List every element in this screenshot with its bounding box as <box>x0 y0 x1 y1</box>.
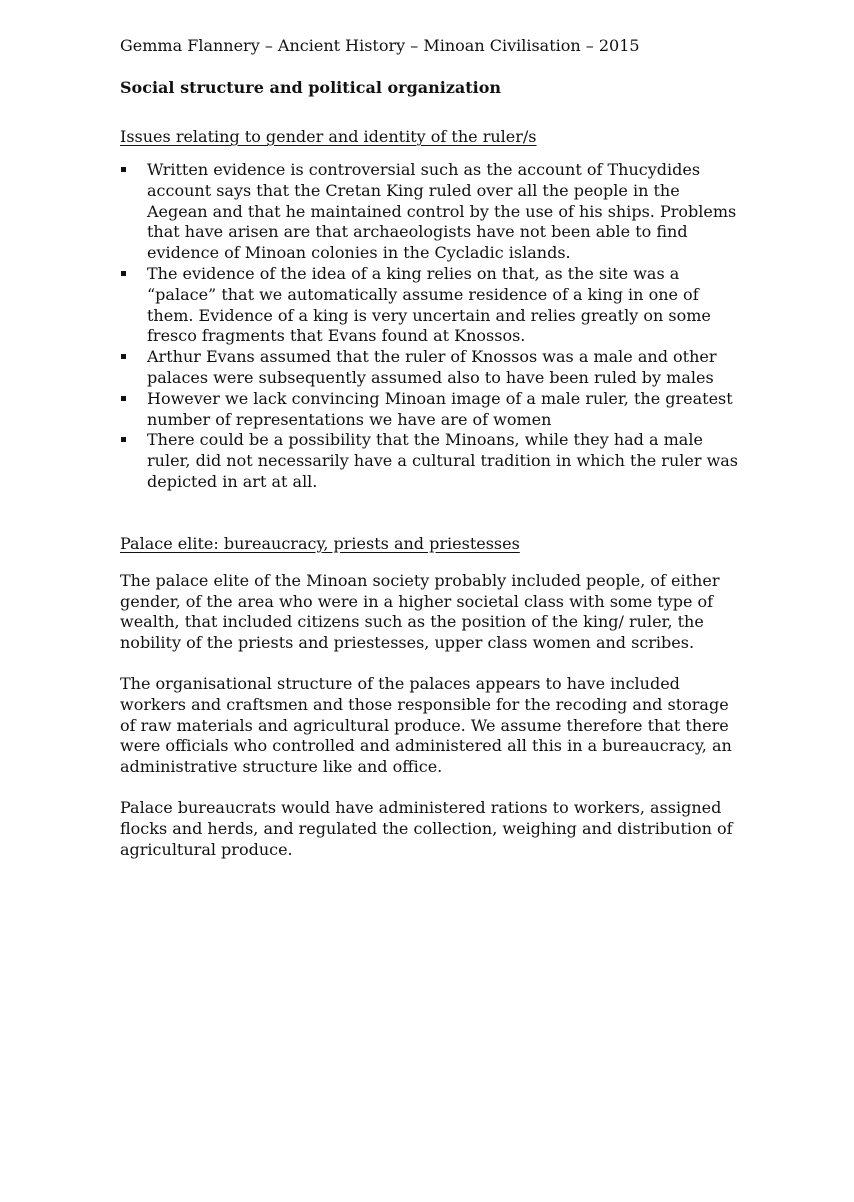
document-title: Social structure and political organization <box>120 78 502 97</box>
bullet-list <box>120 160 740 493</box>
section-ruler-identity <box>120 126 740 493</box>
bullet-item: However we lack convincing Minoan image of a male ruler, the greatest number of representations we have are of women <box>120 389 740 431</box>
paragraph: Palace bureaucrats would have administered rations to workers, assigned flocks and herds, and regulated the collection, weighing and distribution of agricultural produce. <box>120 797 733 859</box>
bullet-item: There could be a possibility that the Minoans, while they had a male ruler, did not necessarily have a cultural tradition in which the ruler was depicted in art at all. <box>120 430 740 492</box>
bullet-item: Arthur Evans assumed that the ruler of Knossos was a male and other palaces were subsequently assumed also to have been ruled by males <box>120 347 740 389</box>
bullet-item: The evidence of the idea of a king relies on that, as the site was a “palace” that we automatically assume residence of a king in one of them. Evidence of a king is very uncertain and relies greatly on some fresco fragments that Evans found at Knossos. <box>120 264 740 347</box>
section-palace-elite <box>120 533 740 861</box>
section-heading: Issues relating to gender and identity of the ruler/s <box>120 127 537 146</box>
section-heading: Palace elite: bureaucracy, priests and priestesses <box>120 533 520 553</box>
document-page <box>120 34 740 880</box>
paragraph: The palace elite of the Minoan society probably included people, of either gender, of the area who were in a higher societal class with some type of wealth, that included citizens such as the position of the king/ ruler, the nobility of the priests and priestesses, upper class women and scribes. <box>120 570 720 653</box>
paragraph: The organisational structure of the palaces appears to have included workers and craftsmen and those responsible for the recoding and storage of raw materials and agricultural produce. We assume therefore that there were officials who controlled and administered all this in a bureaucracy, an administrative structure like and office. <box>120 673 732 777</box>
bullet-item: Written evidence is controversial such as the account of Thucydides account says that the Cretan King ruled over all the people in the Aegean and that he maintained control by the use of his ships. Problems that have arisen are that archaeologists have not been able to find evidence of Minoan colonies in the Cycladic islands. <box>120 160 740 264</box>
document-header: Gemma Flannery – Ancient History – Minoan Civilisation – 2015 <box>120 36 640 55</box>
